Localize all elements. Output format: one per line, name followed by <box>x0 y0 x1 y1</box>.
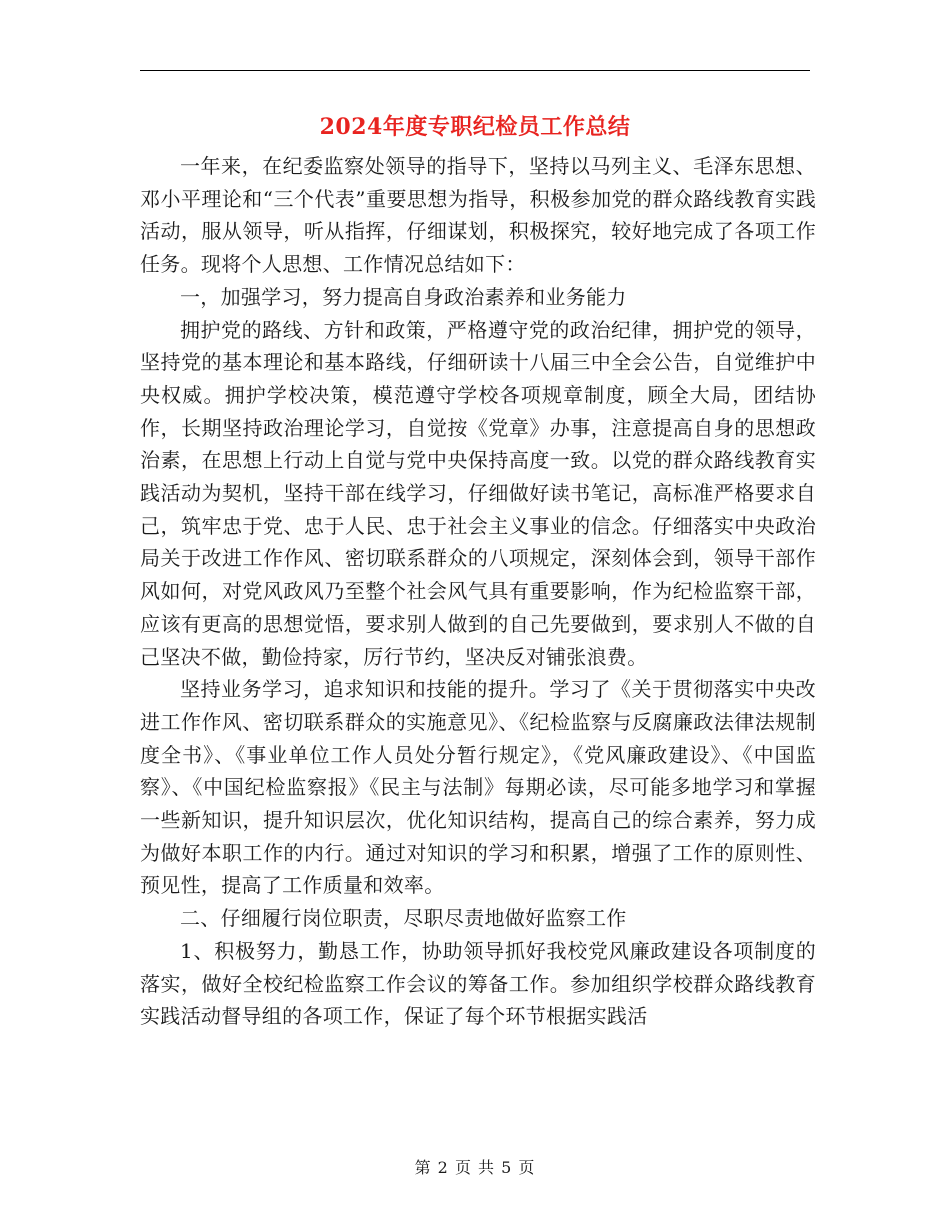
paragraph-intro: 一年来，在纪委监察处领导的指导下，坚持以马列主义、毛泽东思想、邓小平理论和“三个代表”重要思想为指导，积极参加党的群众路线教育实践活动，服从领导，听从指挥，仔细谋划，积极探究，较好地完成了各项工作任务。现将个人思想、工作情况总结如下： <box>140 154 816 277</box>
document-title: 2024年度专职纪检员工作总结 <box>319 114 631 140</box>
document-body <box>140 150 816 1033</box>
page-number-footer: 第 2 页 共 5 页 <box>414 1158 536 1177</box>
paragraph-business-study: 坚持业务学习，追求知识和技能的提升。学习了《关于贯彻落实中央改进工作作风、密切联系群众的实施意见》、《纪检监察与反腐廉政法律法规制度全书》、《事业单位工作人员处分暂行规定》，《党风廉政建设》、《中国监察》、《中国纪检监察报》《民主与法制》每期必读，尽可能多地学习和掌握一些新知识，提升知识层次，优化知识结构，提高自己的综合素养，努力成为做好本职工作的内行。通过对知识的学习和积累，增强了工作的原则性、预见性，提高了工作质量和效率。 <box>140 677 816 898</box>
paragraph-duty-1: 1、积极努力，勤恳工作，协助领导抓好我校党风廉政建设各项制度的落实，做好全校纪检监察工作会议的筹备工作。参加组织学校群众路线教育实践活动督导组的各项工作，保证了每个环节根据实践活 <box>140 938 816 1029</box>
header-rule <box>140 70 810 71</box>
section-heading-1: 一，加强学习，努力提高自身政治素养和业务能力 <box>180 284 627 309</box>
paragraph-political-study: 拥护党的路线、方针和政策，严格遵守党的政治纪律，拥护党的领导，坚持党的基本理论和基本路线，仔细研读十八届三中全会公告，自觉维护中央权威。拥护学校决策，模范遵守学校各项规章制度，顾全大局，团结协作，长期坚持政治理论学习，自觉按《党章》办事，注意提高自身的思想政治素，在思想上行动上自觉与党中央保持高度一致。以党的群众路线教育实践活动为契机，坚持干部在线学习，仔细做好读书笔记，高标准严格要求自己，筑牢忠于党、忠于人民、忠于社会主义事业的信念。仔细落实中央政治局关于改进工作作风、密切联系群众的八项规定，深刻体会到，领导干部作风如何，对党风政风乃至整个社会风气具有重要影响，作为纪检监察干部，应该有更高的思想觉悟，要求别人做到的自己先要做到，要求别人不做的自己坚决不做，勤俭持家，厉行节约，坚决反对铺张浪费。 <box>140 317 816 669</box>
section-heading-2: 二、仔细履行岗位职责，尽职尽责地做好监察工作 <box>180 906 627 931</box>
